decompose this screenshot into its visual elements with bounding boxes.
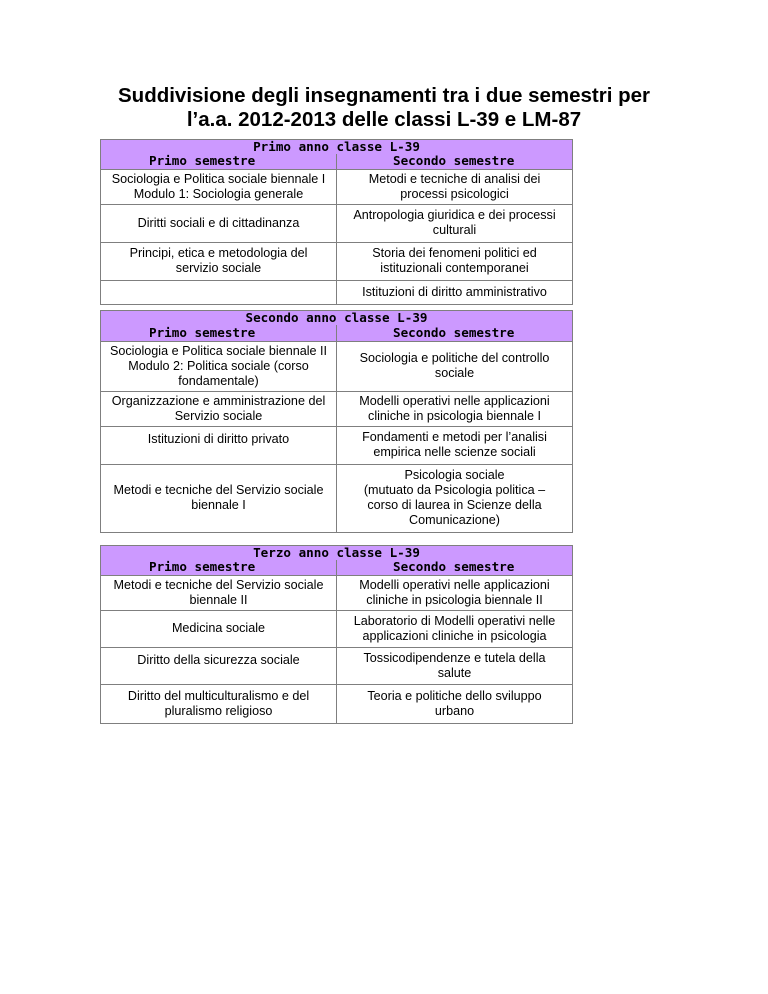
course-name: salute (437, 665, 472, 680)
course-cell (101, 464, 337, 532)
course-name: Sociologia e politiche del controllo (359, 351, 550, 365)
course-name: Sociologia e Politica sociale biennale I (111, 171, 326, 186)
course-cell (337, 610, 573, 647)
course-cell (337, 575, 573, 610)
table-row (101, 610, 573, 647)
course-name: sociale (434, 366, 475, 380)
course-cell (101, 280, 337, 304)
course-cell (101, 684, 337, 723)
course-name: Laboratorio di Modelli operativi nelle (353, 613, 556, 628)
course-name: Fondamenti e metodi per l’analisi (362, 430, 547, 444)
course-cell (337, 169, 573, 204)
course-name: Antropologia giuridica e dei processi (353, 208, 556, 222)
course-name: Modelli operativi nelle applicazioni (359, 393, 550, 408)
course-name: Istituzioni di diritto privato (147, 431, 290, 446)
course-cell (101, 610, 337, 647)
course-name: processi psicologici (400, 186, 509, 201)
column-header-first-semester: Primo semestre (101, 560, 337, 575)
course-name: Sociologia e Politica sociale biennale II (109, 343, 328, 358)
table-heading: Secondo anno classe L-39 (101, 311, 573, 326)
course-name: cliniche in psicologia biennale II (366, 592, 543, 607)
course-name: Modulo 2: Politica sociale (corso (128, 358, 309, 373)
course-name: Teoria e politiche dello sviluppo (367, 688, 542, 703)
first-year-table (100, 139, 573, 305)
course-name: Diritti sociali e di cittadinanza (137, 215, 300, 230)
course-name: Principi, etica e metodologia del (129, 246, 308, 260)
course-name: biennale II (189, 592, 248, 607)
course-name: Organizzazione e amministrazione del (111, 393, 326, 408)
column-header-second-semester: Secondo semestre (337, 560, 573, 575)
course-name: Modulo 1: Sociologia generale (133, 186, 304, 201)
course-cell (337, 684, 573, 723)
course-name: Istituzioni di diritto amministrativo (362, 284, 547, 299)
page-title (60, 84, 708, 132)
course-name: Metodi e tecniche di analisi dei (368, 171, 541, 186)
course-name: pluralismo religioso (164, 703, 273, 718)
table-row (101, 204, 573, 242)
course-name: Storia dei fenomeni politici ed (372, 246, 537, 260)
table-row (101, 341, 573, 391)
table-row (101, 280, 573, 304)
course-cell (101, 341, 337, 391)
course-name: fondamentale) (178, 373, 259, 388)
course-cell (101, 242, 337, 280)
course-cell (337, 341, 573, 391)
course-name: cliniche in psicologia biennale I (368, 408, 541, 423)
course-name: Modelli operativi nelle applicazioni (359, 577, 550, 592)
course-name: culturali (432, 223, 477, 237)
course-name: Tossicodipendenze e tutela della (363, 650, 546, 665)
table-row (101, 575, 573, 610)
course-cell (337, 204, 573, 242)
course-cell (337, 391, 573, 426)
title-line-2: l’a.a. 2012-2013 delle classi L-39 e LM-87 (186, 108, 582, 131)
course-name: (mutuato da Psicologia politica – (363, 483, 546, 497)
course-name: biennale I (191, 498, 246, 512)
course-cell (337, 280, 573, 304)
course-name: applicazioni cliniche in psicologia (362, 628, 547, 643)
course-name: Medicina sociale (171, 621, 266, 635)
course-name: Comunicazione) (409, 513, 500, 527)
course-name: Psicologia sociale (404, 468, 505, 482)
course-cell (101, 204, 337, 242)
second-year-table (100, 310, 573, 533)
course-name: empirica nelle scienze sociali (373, 445, 536, 459)
course-name: Diritto del multiculturalismo e del (127, 688, 310, 703)
title-line-1: Suddivisione degli insegnamenti tra i due semestri per (118, 84, 650, 107)
column-header-first-semester: Primo semestre (101, 325, 337, 341)
table-row (101, 426, 573, 464)
course-cell (337, 647, 573, 684)
course-cell (101, 647, 337, 684)
course-cell (101, 169, 337, 204)
course-name: istituzionali contemporanei (380, 261, 529, 275)
course-cell (101, 391, 337, 426)
course-cell (101, 426, 337, 464)
table-heading: Terzo anno classe L-39 (101, 546, 573, 561)
course-name: urbano (434, 703, 475, 718)
table-row (101, 242, 573, 280)
course-cell (337, 464, 573, 532)
course-cell (337, 426, 573, 464)
table-row (101, 169, 573, 204)
course-name: Diritto della sicurezza sociale (137, 652, 300, 667)
course-name: Metodi e tecniche del Servizio sociale (113, 483, 324, 497)
table-row (101, 464, 573, 532)
table-row (101, 647, 573, 684)
course-cell (101, 575, 337, 610)
course-name: Servizio sociale (174, 408, 263, 423)
column-header-second-semester: Secondo semestre (337, 154, 573, 169)
course-cell (337, 242, 573, 280)
table-row (101, 684, 573, 723)
course-name: servizio sociale (175, 261, 262, 275)
course-name: Metodi e tecniche del Servizio sociale (113, 577, 324, 592)
column-header-second-semester: Secondo semestre (337, 325, 573, 341)
course-name: corso di laurea in Scienze della (367, 498, 542, 512)
table-heading: Primo anno classe L-39 (101, 140, 573, 155)
column-header-first-semester: Primo semestre (101, 154, 337, 169)
table-row (101, 391, 573, 426)
third-year-table (100, 545, 573, 724)
